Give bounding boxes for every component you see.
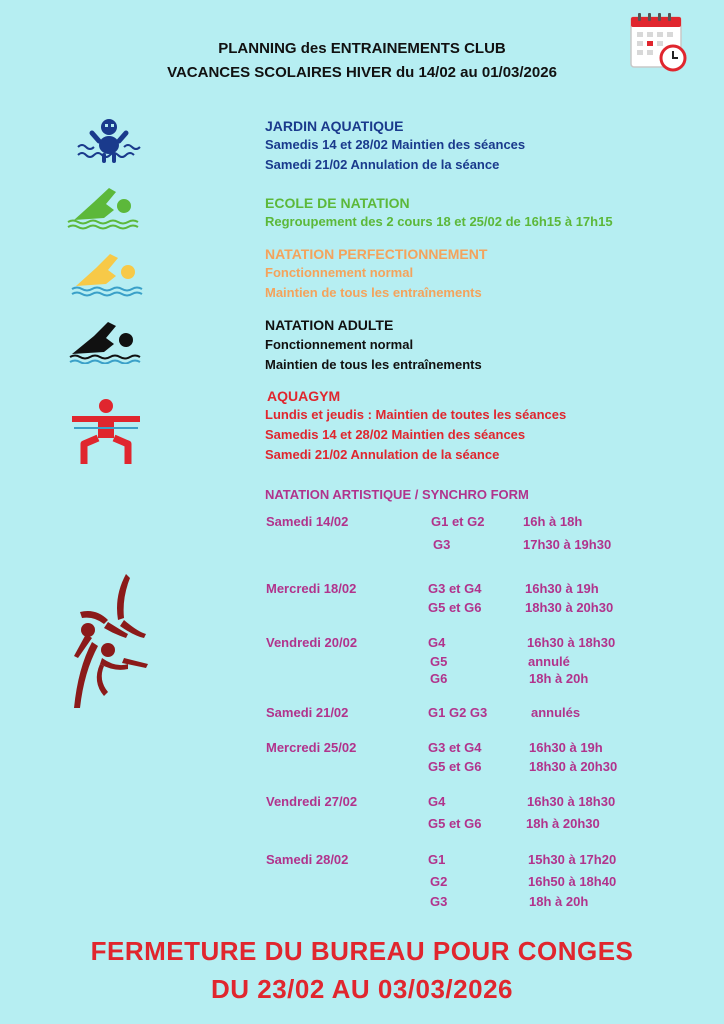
schedule-group: G1 et G2 xyxy=(431,514,485,529)
orange-swimmer-icon xyxy=(68,246,146,298)
schedule-group: G1 xyxy=(428,852,446,867)
calendar-clock-icon xyxy=(628,12,690,74)
schedule-time: 16h50 à 18h40 xyxy=(528,874,617,889)
black-swimmer-icon xyxy=(66,312,146,364)
schedule-time: 18h à 20h30 xyxy=(526,816,600,831)
perfectionnement-title: NATATION PERFECTIONNEMENT xyxy=(265,246,488,262)
schedule-time: 16h30 à 18h30 xyxy=(527,635,616,650)
schedule-group: G4 xyxy=(428,635,446,650)
closure-notice-line1: FERMETURE DU BUREAU POUR CONGES xyxy=(90,936,634,966)
schedule-group: G3 xyxy=(430,894,448,909)
aquagym-line-1: Lundis et jeudis : Maintien de toutes les séances xyxy=(265,407,567,422)
baby-swimmer-icon xyxy=(74,117,144,167)
ecole-line-1: Regroupement des 2 cours 18 et 25/02 de 16h15 à 17h15 xyxy=(265,214,613,229)
schedule-group: G5 et G6 xyxy=(428,759,482,774)
schedule-day-4: Samedi 21/02 xyxy=(266,705,349,720)
synchro-swimmers-icon xyxy=(66,572,152,712)
artistique-title: NATATION ARTISTIQUE / SYNCHRO FORM xyxy=(265,487,529,502)
jardin-line-2: Samedi 21/02 Annulation de la séance xyxy=(265,157,500,172)
perfectionnement-line-2: Maintien de tous les entraînements xyxy=(265,285,482,300)
schedule-time: 16h30 à 19h xyxy=(525,581,599,596)
schedule-day-1: Samedi 14/02 xyxy=(266,514,349,529)
closure-notice-line2: DU 23/02 AU 03/03/2026 xyxy=(210,974,513,1004)
schedule-time: 16h à 18h xyxy=(523,514,583,529)
schedule-time: 16h30 à 19h xyxy=(529,740,603,755)
aquagym-title: AQUAGYM xyxy=(267,388,341,404)
schedule-time: 18h30 à 20h30 xyxy=(525,600,614,615)
adulte-line-2: Maintien de tous les entraînements xyxy=(265,357,482,372)
ecole-title: ECOLE DE NATATION xyxy=(265,195,410,211)
schedule-group: G5 et G6 xyxy=(428,816,482,831)
jardin-line-1: Samedis 14 et 28/02 Maintien des séances xyxy=(265,137,526,152)
schedule-time: 17h30 à 19h30 xyxy=(523,537,612,552)
schedule-time: 18h à 20h xyxy=(529,671,589,686)
schedule-time: annulé xyxy=(528,654,570,669)
page-title-line2: VACANCES SCOLAIRES HIVER du 14/02 au 01/03/2026 xyxy=(167,64,557,81)
schedule-time: 18h30 à 20h30 xyxy=(529,759,618,774)
perfectionnement-line-1: Fonctionnement normal xyxy=(265,265,414,280)
aquagym-line-2: Samedis 14 et 28/02 Maintien des séances xyxy=(265,427,526,442)
schedule-time: 16h30 à 18h30 xyxy=(527,794,616,809)
schedule-day-7: Samedi 28/02 xyxy=(266,852,349,867)
aquagym-line-3: Samedi 21/02 Annulation de la séance xyxy=(265,447,500,462)
schedule-time: 15h30 à 17h20 xyxy=(528,852,617,867)
schedule-group: G5 et G6 xyxy=(428,600,482,615)
schedule-day-2: Mercredi 18/02 xyxy=(266,581,357,596)
schedule-group: G6 xyxy=(430,671,448,686)
schedule-time: annulés xyxy=(531,705,581,720)
schedule-group: G3 xyxy=(433,537,451,552)
green-swimmer-icon xyxy=(64,180,146,230)
aquagym-figure-icon xyxy=(70,398,142,468)
schedule-group: G3 et G4 xyxy=(428,581,482,596)
schedule-time: 18h à 20h xyxy=(529,894,589,909)
schedule-group: G1 G2 G3 xyxy=(428,705,488,720)
schedule-day-6: Vendredi 27/02 xyxy=(266,794,358,809)
schedule-group: G5 xyxy=(430,654,448,669)
schedule-day-3: Vendredi 20/02 xyxy=(266,635,358,650)
schedule-day-5: Mercredi 25/02 xyxy=(266,740,357,755)
page-title-line1: PLANNING des ENTRAINEMENTS CLUB xyxy=(218,40,506,57)
jardin-title: JARDIN AQUATIQUE xyxy=(265,118,404,134)
schedule-group: G2 xyxy=(430,874,448,889)
adulte-line-1: Fonctionnement normal xyxy=(265,337,414,352)
schedule-group: G3 et G4 xyxy=(428,740,482,755)
adulte-title: NATATION ADULTE xyxy=(265,317,394,333)
schedule-group: G4 xyxy=(428,794,446,809)
